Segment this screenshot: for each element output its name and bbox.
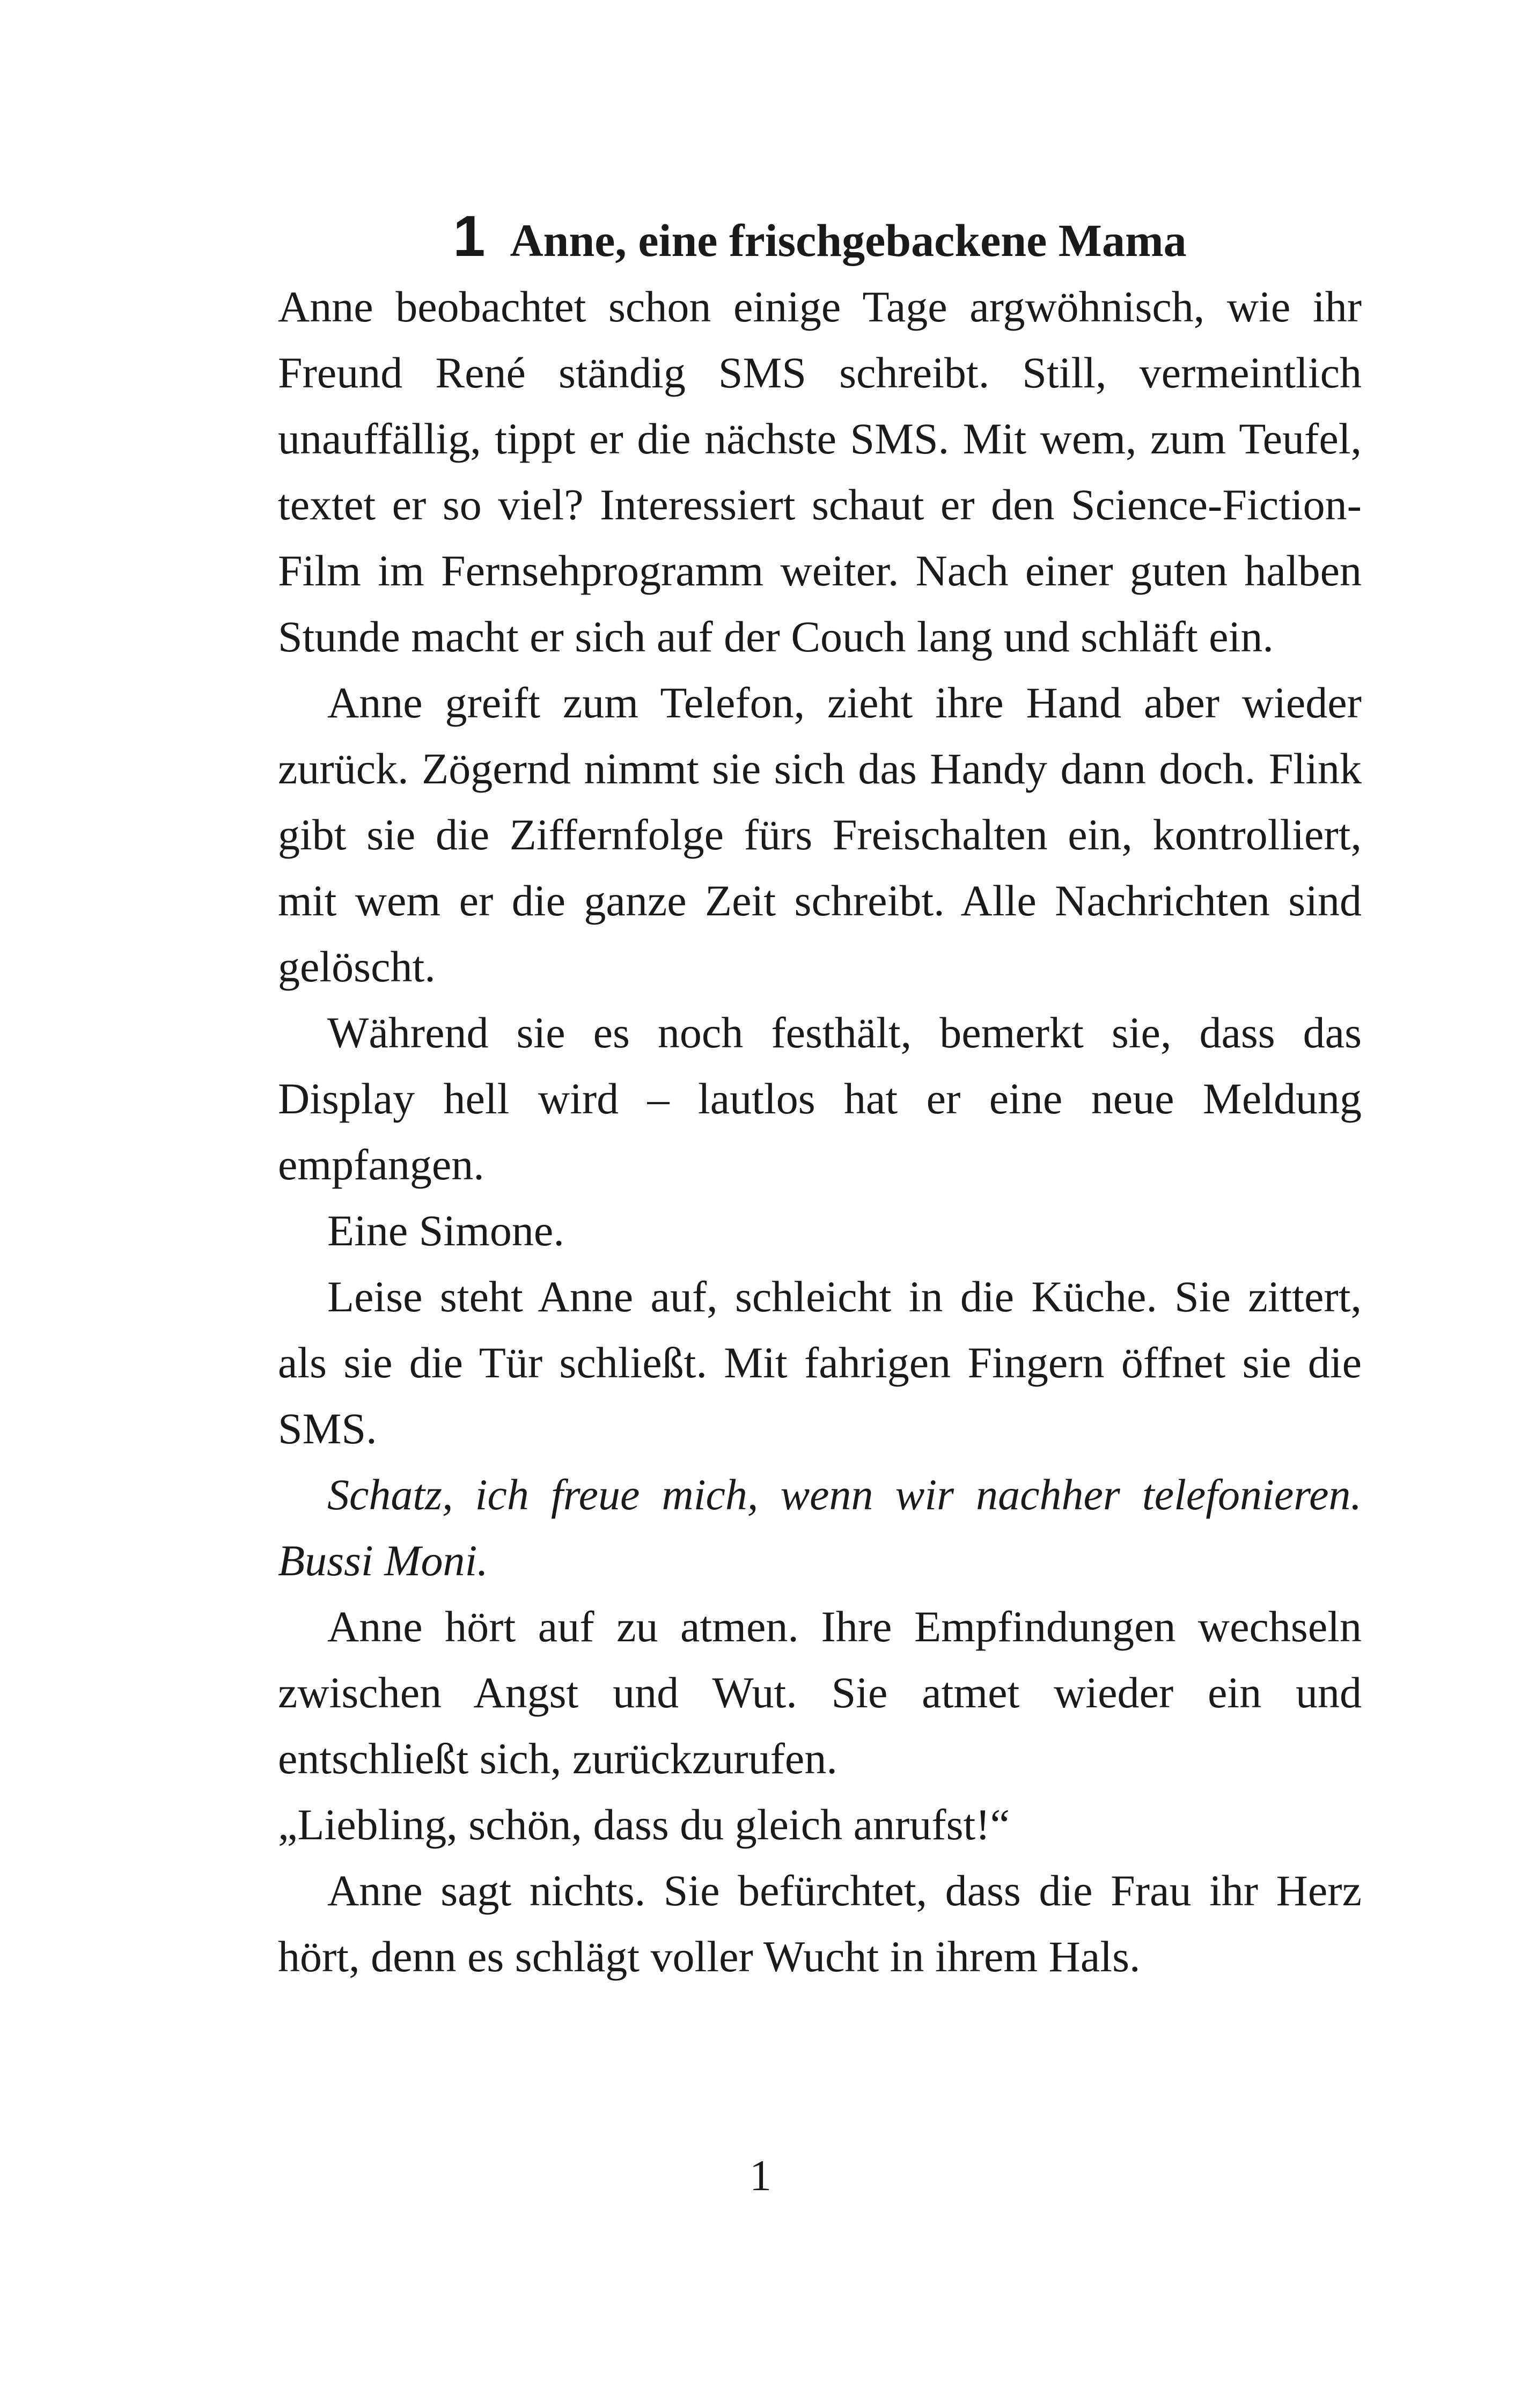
chapter-title: Anne, eine frischgebackene Mama: [510, 215, 1187, 266]
chapter-heading: [278, 199, 1362, 274]
sms-message: Schatz, ich freue mich, wenn wir nachher telefonieren. Bussi Moni.: [278, 1470, 1362, 1585]
paragraph-4: Eine Simone.: [327, 1206, 564, 1255]
paragraph-9: Anne sagt nichts. Sie befürchtet, dass die Frau ihr Herz hört, denn es schlägt voller Wucht in ihrem Hals.: [278, 1866, 1362, 1981]
paragraph-5: Leise steht Anne auf, schleicht in die Küche. Sie zittert, als sie die Tür schließt. Mit fahrigen Fingern öffnet sie die SMS.: [278, 1272, 1362, 1453]
paragraph-7: Anne hört auf zu atmen. Ihre Empfindungen wechseln zwischen Angst und Wut. Sie atmet wieder ein und entschließt sich, zurückzurufen.: [278, 1602, 1362, 1783]
chapter-number: 1: [453, 203, 486, 268]
paragraph-2: Anne greift zum Telefon, zieht ihre Hand aber wieder zurück. Zögernd nimmt sie sich das Handy dann doch. Flink gibt sie die Ziffernfolge fürs Freischalten ein, kontrolliert, mit wem er die ganze Zeit schreibt. Alle Nachrichten sind gelöscht.: [278, 678, 1362, 991]
page-number: 1: [750, 2151, 771, 2200]
book-page: [278, 199, 1362, 1989]
paragraph-1: Anne beobachtet schon einige Tage argwöhnisch, wie ihr Freund René ständig SMS schreibt. Still, vermeintlich unauffällig, tippt er die nächste SMS. Mit wem, zum Teufel, textet er so viel? Interessiert schaut er den Science-Fiction-Film im Fernsehprogramm weiter. Nach einer guten halben Stunde macht er sich auf der Couch lang und schläft ein.: [278, 282, 1362, 661]
paragraph-3: Während sie es noch festhält, bemerkt sie, dass das Display hell wird – lautlos hat er eine neue Meldung empfangen.: [278, 1008, 1362, 1189]
chapter-body: [278, 274, 1362, 1989]
dialogue-line: „Liebling, schön, dass du gleich anrufst!“: [278, 1800, 1010, 1849]
